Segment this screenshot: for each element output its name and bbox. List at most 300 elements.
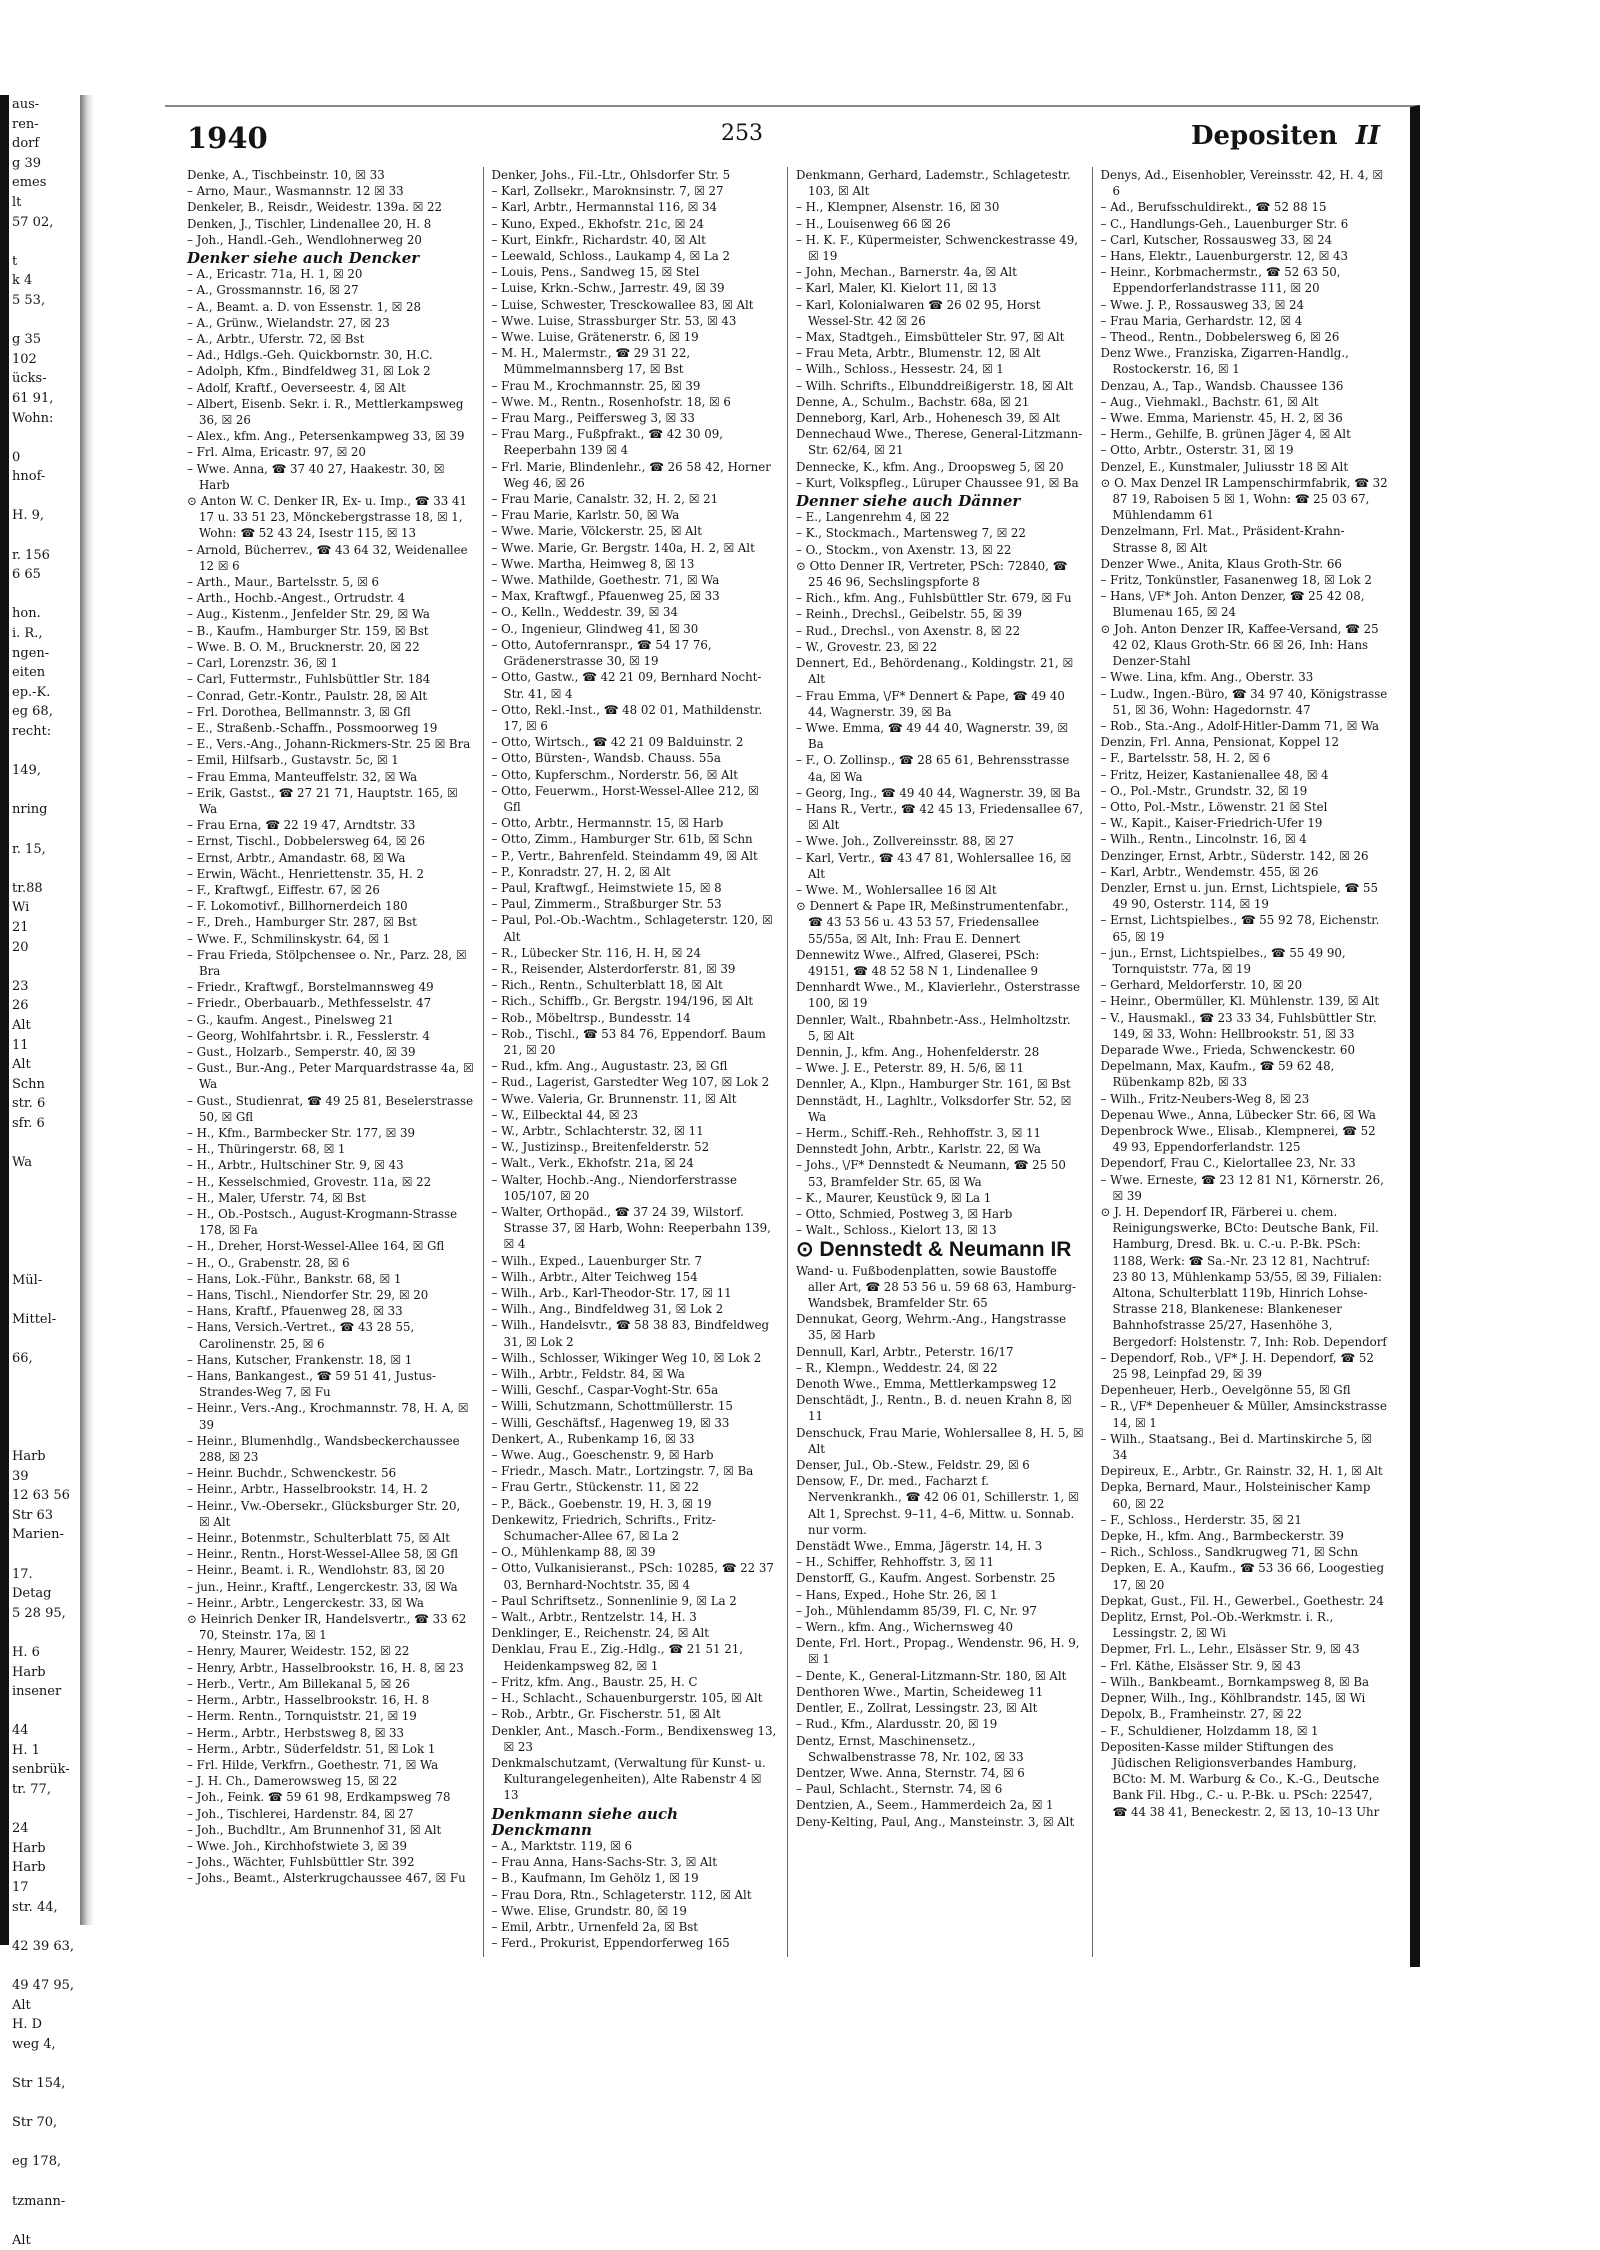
directory-entry: – Otto, Wirtsch., ☎ 42 21 09 Balduinstr. 2 [491, 735, 744, 750]
directory-entry: Denstorff, G., Kaufm. Angest. Sorbenstr. 25 [796, 1571, 1056, 1586]
directory-entry: – O., Ingenieur, Glindweg 41, ☒ 30 [491, 621, 699, 636]
directory-entry: – Ad., Hdlgs.-Geh. Quickbornstr. 30, H.C. [187, 348, 433, 363]
directory-entry: – Emil, Arbtr., Urnenfeld 2a, ☒ Bst [491, 1919, 699, 1934]
directory-entry: Depenbrock Wwe., Elisab., Klempnerei, ☎ 52 49 93, Eppendorferlandstr. 125 [1100, 1123, 1376, 1155]
directory-entry: – Heinr. Buchdr., Schwenckestr. 56 [187, 1466, 397, 1481]
firm-advertisement: ⊙ Dennstedt & Neumann IR [796, 1238, 1072, 1262]
directory-entry: – Hans, Exped., Hohe Str. 26, ☒ 1 [796, 1587, 998, 1602]
directory-entry: – Louis, Pens., Sandweg 15, ☒ Stel [491, 265, 700, 280]
directory-entry: – F., Dreh., Hamburger Str. 287, ☒ Bst [187, 915, 417, 930]
directory-entry: – Willi, Schutzmann, Schottmüllerstr. 15 [491, 1399, 733, 1414]
gutter-line: eg 178, [12, 2154, 62, 2170]
gutter-line: hnof- [12, 469, 46, 485]
directory-entry: – Arno, Maur., Wasmannstr. 12 ☒ 33 [187, 184, 404, 199]
directory-entry: Depken, E. A., Kaufm., ☎ 53 36 66, Loogestieg 17, ☒ 20 [1100, 1561, 1384, 1592]
gutter-line: Mittel- [12, 1311, 57, 1327]
gutter-line: 6 65 [12, 567, 41, 583]
gutter-line: Harb [12, 1448, 46, 1464]
directory-entry: – Friedr., Oberbauarb., Methfesselstr. 47 [187, 996, 432, 1011]
book-binding [80, 95, 94, 1925]
gutter-line: Alt [12, 2232, 31, 2248]
directory-entry: – Arth., Maur., Bartelsstr. 5, ☒ 6 [187, 575, 380, 590]
cross-reference-heading: Denkmann siehe auch Denckmann [491, 1804, 678, 1839]
directory-entry: ⊙ J. H. Dependorf IR, Färberei u. chem. Reinigungswerke, BCto: Deutsche Bank, Fil. Hamburg, Dresd. Bk. u. C.-u. P.-Bk. PSch: 1188, Werk: ☎ Sa.-Nr. 23 12 81, Nachtruf: 23 80 13, Mühlenkamp 53/55, ☒ 39, Filialen: Altona, Schulterblatt 119b, Hinrich Lohse-Strasse 218, Blankenese: Blankeneser Bahnhofstrasse 25/27, Hasenhöhe 3, Bergedorf: Holstenstr. 7, Inh: Rob. Dependorf [1100, 1205, 1387, 1349]
gutter-line [0, 1329, 60, 1349]
gutter-line [0, 1133, 60, 1153]
directory-entry: Denzler, Ernst u. jun. Ernst, Lichtspiele, ☎ 55 49 90, Osterstr. 114, ☒ 19 [1100, 880, 1378, 912]
directory-entry: – Walter, Orthopäd., ☎ 37 24 39, Wilstorf. Strasse 37, ☒ Harb, Wohn: Reeperbahn 139, ☒ 4 [491, 1205, 771, 1252]
directory-entry: – Wilh., Handelsvtr., ☎ 58 38 83, Bindfeldweg 31, ☒ Lok 2 [491, 1318, 770, 1349]
directory-entry: – Willi, Geschäftsf., Hagenweg 19, ☒ 33 [491, 1415, 730, 1430]
directory-entry: – Rob., Möbeltrsp., Bundesstr. 14 [491, 1010, 691, 1025]
gutter-line: Alt [12, 1017, 31, 1033]
directory-entry: – Ernst, Arbtr., Amandastr. 68, ☒ Wa [187, 850, 406, 865]
section-title [1191, 121, 1380, 151]
directory-entry: – Frau Frieda, Stölpchensee o. Nr., Parz. 28, ☒ Bra [187, 947, 467, 978]
directory-entry: – Leewald, Schloss., Laukamp 4, ☒ La 2 [491, 249, 731, 264]
gutter-line: k 4 [12, 273, 33, 289]
directory-entry: – Heinr., Arbtr., Lengerckestr. 33, ☒ Wa [187, 1595, 424, 1610]
gutter-line [0, 2211, 60, 2231]
gutter-line [0, 1545, 60, 1565]
gutter-line [0, 2054, 60, 2074]
gutter-line: tr.88 [12, 880, 43, 896]
gutter-line: r. 156 [12, 547, 50, 563]
directory-entry: – Alex., kfm. Ang., Petersenkampweg 33, ☒ 39 [187, 429, 465, 444]
directory-entry: Deny-Kelting, Paul, Ang., Mansteinstr. 3, ☒ Alt [796, 1814, 1075, 1829]
gutter-line: Wi [12, 900, 30, 916]
directory-entry: – Wwe. Joh., Zollvereinsstr. 88, ☒ 27 [796, 834, 1015, 849]
directory-entry: – Wwe. F., Schmilinskystr. 64, ☒ 1 [187, 931, 391, 946]
directory-entry: – Joh., Mühlendamm 85/39, Fl. C, Nr. 97 [796, 1603, 1037, 1618]
directory-entry: – Adolph, Kfm., Bindfeldweg 31, ☒ Lok 2 [187, 364, 431, 379]
directory-entry: – Dependorf, Rob., \/F* J. H. Dependorf, ☎ 52 25 98, Leinpfad 29, ☒ 39 [1100, 1350, 1374, 1382]
gutter-line: r. 15, [12, 841, 46, 857]
directory-entry: – F., Bartelsstr. 58, H. 2, ☒ 6 [1100, 751, 1271, 766]
gutter-line: str. 44, [12, 1899, 58, 1915]
gutter-line [0, 1192, 60, 1212]
directory-entry: Dennhardt Wwe., M., Klavierlehr., Osterstrasse 100, ☒ 19 [796, 980, 1080, 1011]
directory-entry: Depner, Wilh., Ing., Köhlbrandstr. 145, ☒ Wi [1100, 1691, 1366, 1706]
column-2 [484, 167, 789, 1957]
gutter-line: 5 53, [12, 292, 46, 308]
directory-entry: Dentz, Ernst, Maschinensetz., Schwalbenstrasse 78, Nr. 102, ☒ 33 [796, 1733, 1024, 1764]
directory-entry: – Herm., Arbtr., Süderfeldstr. 51, ☒ Lok 1 [187, 1741, 436, 1756]
gutter-line: i. R., [12, 626, 43, 642]
directory-entry: Denken, J., Tischler, Lindenallee 20, H. 8 [187, 216, 432, 231]
gutter-line: 26 [12, 998, 29, 1014]
directory-entry: Denoth Wwe., Emma, Mettlerkampsweg 12 [796, 1377, 1057, 1392]
directory-entry: – Wwe. Martha, Heimweg 8, ☒ 13 [491, 556, 695, 571]
directory-entry: – R., Klempn., Weddestr. 24, ☒ 22 [796, 1360, 998, 1375]
directory-entry: Dennukat, Georg, Wehrm.-Ang., Hangstrasse 35, ☒ Harb [796, 1312, 1067, 1343]
directory-entry: Depelmann, Max, Kaufm., ☎ 59 62 48, Rübenkamp 82b, ☒ 33 [1100, 1059, 1335, 1090]
directory-entry: – H., Kfm., Barmbecker Str. 177, ☒ 39 [187, 1125, 416, 1140]
gutter-line: Harb [12, 1664, 46, 1680]
directory-entry: – P., Vertr., Bahrenfeld. Steindamm 49, ☒ Alt [491, 848, 758, 863]
directory-entry: – Wwe. Luise, Strassburger Str. 53, ☒ 43 [491, 313, 737, 328]
directory-entry: – Heinr., Botenmstr., Schulterblatt 75, ☒ Alt [187, 1531, 451, 1546]
directory-entry: – Adolf, Kraftf., Oeverseestr. 4, ☒ Alt [187, 380, 406, 395]
directory-entry: – O., Kelln., Weddestr. 39, ☒ 34 [491, 605, 678, 620]
gutter-line: ngen- [12, 645, 50, 661]
directory-entry: Dennull, Karl, Arbtr., Peterstr. 16/17 [796, 1344, 1014, 1359]
directory-entry: – P., Bäck., Goebenstr. 19, H. 3, ☒ 19 [491, 1496, 712, 1511]
directory-entry: – Ernst, Lichtspielbes., ☎ 55 92 78, Eichenstr. 65, ☒ 19 [1100, 913, 1380, 944]
gutter-line [0, 232, 60, 252]
gutter-line [0, 1251, 60, 1271]
gutter-line: 44 [12, 1723, 29, 1739]
directory-entry: – Wwe. Valeria, Gr. Brunnenstr. 11, ☒ Alt [491, 1091, 737, 1106]
directory-entry: – Johs., Beamt., Alsterkrugchaussee 467, ☒ Fu [187, 1871, 466, 1886]
gutter-line [0, 1427, 60, 1447]
directory-entry: – Wwe. Marie, Völckerstr. 25, ☒ Alt [491, 524, 703, 539]
gutter-line: H. D [12, 2017, 43, 2033]
column-3 [788, 167, 1093, 1957]
directory-entry: Denzel, E., Kunstmaler, Juliusstr 18 ☒ Alt [1100, 459, 1349, 474]
directory-entry: – H., Schlacht., Schauenburgerstr. 105, ☒ Alt [491, 1691, 763, 1706]
directory-entry: – Hans, \/F* Joh. Anton Denzer, ☎ 25 42 08, Blumenau 165, ☒ 24 [1100, 589, 1365, 620]
gutter-line: 21 [12, 919, 29, 935]
directory-entry: – Heinr., Rentn., Horst-Wessel-Allee 58, ☒ Gfl [187, 1547, 458, 1562]
directory-entry: – Wwe. Erneste, ☎ 23 12 81 N1, Körnerstr. 26, ☒ 39 [1100, 1172, 1384, 1203]
directory-entry: – H. K. F., Küpermeister, Schwenckestrasse 49, ☒ 19 [796, 232, 1078, 264]
gutter-line: aus- [12, 97, 40, 112]
directory-entry: – W., Arbtr., Schlachterstr. 32, ☒ 11 [491, 1123, 704, 1138]
gutter-line: str. 6 [12, 1096, 46, 1112]
gutter-line: insener [12, 1684, 62, 1700]
directory-entry: – Rich., Rentn., Schulterblatt 18, ☒ Alt [491, 978, 723, 993]
gutter-line: 49 47 95, [12, 1978, 75, 1993]
directory-entry: – Frau Gertr., Stückenstr. 11, ☒ 22 [491, 1480, 699, 1495]
directory-entry: – Erwin, Wächt., Henriettenstr. 35, H. 2 [187, 866, 424, 881]
directory-entry: – Otto, Gastw., ☎ 42 21 09, Bernhard Nocht-Str. 41, ☒ 4 [491, 670, 762, 701]
directory-entry: – Karl, Arbtr., Wendemstr. 455, ☒ 26 [1100, 864, 1319, 879]
gutter-line: Str 63 [12, 1507, 54, 1523]
gutter-line: Alt [12, 1057, 31, 1073]
directory-entry: – Wwe. Emma, ☎ 49 44 40, Wagnerstr. 39, ☒ Ba [796, 720, 1068, 752]
directory-entry: – Otto, Arbtr., Hermannstr. 15, ☒ Harb [491, 816, 724, 831]
gutter-line [0, 781, 60, 801]
directory-entry: Denzin, Frl. Anna, Pensionat, Koppel 12 [1100, 735, 1339, 750]
directory-entry: Denthoren Wwe., Martin, Scheideweg 11 [796, 1684, 1044, 1699]
directory-entry: Dentzer, Wwe. Anna, Sternstr. 74, ☒ 6 [796, 1765, 1025, 1780]
directory-entry: Denstädt Wwe., Emma, Jägerstr. 14, H. 3 [796, 1539, 1043, 1554]
directory-entry: – Wern., kfm. Ang., Wichernsweg 40 [796, 1620, 1013, 1635]
directory-entry: – Friedr., Masch. Matr., Lortzingstr. 7, ☒ Ba [491, 1464, 754, 1479]
gutter-line: Mül- [12, 1272, 43, 1288]
directory-entry: – H., Kesselschmied, Grovestr. 11a, ☒ 22 [187, 1174, 432, 1189]
directory-entry: Dennler, Walt., Rbahnbetr.-Ass., Helmholtzstr. 5, ☒ Alt [796, 1012, 1071, 1043]
directory-entry: Denys, Ad., Eisenhobler, Vereinsstr. 42, H. 4, ☒ 6 [1100, 168, 1383, 199]
directory-entry: – Kurt, Einkfr., Richardstr. 40, ☒ Alt [491, 232, 706, 247]
gutter-line: H. 6 [12, 1644, 40, 1660]
directory-entry: Denzer Wwe., Anita, Klaus Groth-Str. 66 [1100, 556, 1342, 571]
directory-entry: – F., Kraftwgf., Eiffestr. 67, ☒ 26 [187, 882, 380, 897]
directory-entry: Dente, Frl. Hort., Propag., Wendenstr. 96, H. 9, ☒ 1 [796, 1636, 1080, 1667]
directory-entry: – Frau Meta, Arbtr., Blumenstr. 12, ☒ Alt [796, 346, 1041, 361]
directory-entry: – Wwe. Elise, Grundstr. 80, ☒ 19 [491, 1903, 687, 1918]
directory-entry: – Frau Anna, Hans-Sachs-Str. 3, ☒ Alt [491, 1855, 717, 1870]
directory-entry: – Wwe. Emma, Marienstr. 45, H. 2, ☒ 36 [1100, 411, 1343, 426]
gutter-line: weg 4, [12, 2036, 56, 2052]
gutter-line: Marien- [12, 1527, 64, 1543]
directory-entry: – Arth., Hochb.-Angest., Ortrudstr. 4 [187, 591, 405, 606]
gutter-line [0, 585, 60, 605]
directory-entry: Dennstädt, H., Laghltr., Volksdorfer Str. 52, ☒ Wa [796, 1093, 1072, 1124]
gutter-line [0, 428, 60, 448]
directory-entry: – Paul, Zimmerm., Straßburger Str. 53 [491, 897, 722, 912]
directory-entry: – Wwe. M., Wohlersallee 16 ☒ Alt [796, 882, 997, 897]
directory-entry: – Frau Maria, Gerhardstr. 12, ☒ 4 [1100, 313, 1303, 328]
directory-entry: – Rich., Schiffb., Gr. Bergstr. 194/196, ☒ Alt [491, 994, 754, 1009]
directory-entry: – Luise, Schwester, Tresckowallee 83, ☒ Alt [491, 297, 754, 312]
directory-entry: – Rich., Schloss., Sandkrugweg 71, ☒ Schn [1100, 1545, 1359, 1560]
gutter-line: eg 68, [12, 704, 53, 720]
gutter-line: Harb [12, 1860, 46, 1876]
directory-entry: – Aug., Kistenm., Jenfelder Str. 29, ☒ Wa [187, 607, 430, 622]
gutter-line: 0 [12, 449, 21, 465]
directory-entry: – E., Vers.-Ang., Johann-Rickmers-Str. 25 ☒ Bra [187, 737, 471, 752]
gutter-line: 42 39 63, [12, 1938, 75, 1954]
directory-entry: – Otto, Schmied, Postweg 3, ☒ Harb [796, 1207, 1013, 1221]
directory-entry: – W., Kapit., Kaiser-Friedrich-Ufer 19 [1100, 816, 1323, 831]
directory-entry: – H., Thüringerstr. 68, ☒ 1 [187, 1142, 346, 1157]
directory-entry: – Fritz, Tonkünstler, Fasanenweg 18, ☒ Lok 2 [1100, 573, 1372, 588]
directory-entry: Denklinger, E., Reichenstr. 24, ☒ Alt [491, 1626, 709, 1641]
gutter-line: 17 [12, 1880, 29, 1896]
directory-entry: Depka, Bernard, Maur., Holsteinischer Kamp 60, ☒ 22 [1100, 1480, 1371, 1511]
directory-entry: – Max, Stadtgeh., Eimsbütteler Str. 97, ☒ Alt [796, 330, 1065, 345]
directory-entry: – Hans, Versich.-Vertret., ☎ 43 28 55, Carolinenstr. 25, ☒ 6 [187, 1320, 415, 1351]
gutter-line [0, 2172, 60, 2192]
directory-entry: – Frau Marg., Fußpfrakt., ☎ 42 30 09, Reeperbahn 139 ☒ 4 [491, 427, 724, 458]
directory-entry: – R., Reisender, Alsterdorferstr. 81, ☒ 39 [491, 961, 736, 976]
gutter-line [0, 1917, 60, 1937]
directory-entry: – Frau Marg., Peiffersweg 3, ☒ 33 [491, 411, 695, 426]
directory-entry: – Frl. Dorothea, Bellmannstr. 3, ☒ Gfl [187, 704, 411, 719]
directory-entry: – R., Lübecker Str. 116, H. H, ☒ 24 [491, 945, 701, 960]
gutter-line: 24 [12, 1821, 29, 1837]
directory-entry: – Joh., Feink. ☎ 59 61 98, Erdkampsweg 78 [187, 1790, 451, 1805]
directory-entry: – Ferd., Prokurist, Eppendorferweg 165 [491, 1936, 730, 1951]
directory-entry: – Frau Marie, Canalstr. 32, H. 2, ☒ 21 [491, 492, 719, 507]
directory-entry: – F., O. Zollinsp., ☎ 28 65 61, Behrensstrasse 4a, ☒ Wa [796, 753, 1070, 784]
directory-entry: – Frau Erna, ☎ 22 19 47, Arndtstr. 33 [187, 818, 416, 833]
directory-entry: – G., kaufm. Angest., Pinelsweg 21 [187, 1012, 394, 1027]
directory-entry: – Friedr., Kraftwgf., Borstelmannsweg 49 [187, 980, 434, 995]
gutter-line [0, 311, 60, 331]
directory-entry: Denschuck, Frau Marie, Wohlersallee 8, H. 5, ☒ Alt [796, 1425, 1084, 1456]
directory-entry: – Gust., Studienrat, ☎ 49 25 81, Beselerstrasse 50, ☒ Gfl [187, 1093, 474, 1124]
directory-entry: – Kurt, Volkspfleg., Lüruper Chaussee 91, ☒ Ba [796, 475, 1079, 490]
directory-entry: ⊙ Heinrich Denker IR, Handelsvertr., ☎ 33 62 70, Steinstr. 17a, ☒ 1 [187, 1612, 467, 1643]
directory-entry: – Frl. Hilde, Verkfrn., Goethestr. 71, ☒ Wa [187, 1757, 439, 1772]
directory-entry: – Frau Emma, \/F* Dennert & Pape, ☎ 49 40 44, Wagnerstr. 39, ☒ Ba [796, 688, 1065, 719]
directory-entry: – Gerhard, Meldorferstr. 10, ☒ 20 [1100, 978, 1303, 993]
directory-entry: – Johs., Wächter, Fuhlsbüttler Str. 392 [187, 1855, 415, 1870]
directory-entry: – Joh., Handl.-Geh., Wendlohnerweg 20 [187, 232, 422, 247]
directory-entry: – Ernst, Tischl., Dobbelersweg 64, ☒ 26 [187, 834, 426, 849]
directory-entry: – Johs., \/F* Dennstedt & Neumann, ☎ 25 50 53, Bramfelder Str. 65, ☒ Wa [796, 1158, 1066, 1189]
directory-entry: – Joh., Buchdltr., Am Brunnenhof 31, ☒ Alt [187, 1822, 442, 1837]
directory-entry: – Frau Emma, Manteuffelstr. 32, ☒ Wa [187, 769, 418, 784]
directory-entry: – Walt., Arbtr., Rentzelstr. 14, H. 3 [491, 1610, 697, 1625]
gutter-line: g 39 [12, 155, 41, 171]
page-header [165, 115, 1410, 165]
gutter-line: tzmann- [12, 2193, 66, 2209]
directory-entry: – A., Grünw., Wielandstr. 27, ☒ 23 [187, 315, 390, 330]
directory-entry: ⊙ Joh. Anton Denzer IR, Kaffee-Versand, ☎ 25 42 02, Klaus Groth-Str. 66 ☒ 26, Inh: Hans Denzer-Stahl [1100, 621, 1379, 669]
directory-entry: – C., Handlungs-Geh., Lauenburger Str. 6 [1100, 216, 1349, 231]
page-number: 253 [721, 121, 763, 146]
directory-entry: – Gust., Holzarb., Semperstr. 40, ☒ 39 [187, 1044, 416, 1059]
directory-entry: – Reinh., Drechsl., Geibelstr. 55, ☒ 39 [796, 607, 1023, 622]
directory-entry: Denkert, A., Rubenkamp 16, ☒ 33 [491, 1431, 695, 1446]
directory-entry: – E., Langenrehm 4, ☒ 22 [796, 510, 950, 525]
directory-columns [179, 167, 1396, 1957]
facing-page-fragment [0, 95, 75, 2248]
directory-entry: – Wilh., Exped., Lauenburger Str. 7 [491, 1253, 702, 1268]
directory-entry: – Rich., kfm. Ang., Fuhlsbüttler Str. 679, ☒ Fu [796, 591, 1072, 606]
directory-entry: – H., Dreher, Horst-Wessel-Allee 164, ☒ Gfl [187, 1239, 445, 1254]
directory-entry: – Heinr., Obermüller, Kl. Mühlenstr. 139, ☒ Alt [1100, 994, 1380, 1009]
directory-entry: – Rud., Lagerist, Garstedter Weg 107, ☒ Lok 2 [491, 1075, 770, 1090]
directory-entry: Dependorf, Frau C., Kielortallee 23, Nr. 33 [1100, 1156, 1356, 1171]
year-label: 1940 [187, 121, 268, 155]
directory-entry: – Max, Kraftwgf., Pfauenweg 25, ☒ 33 [491, 589, 720, 604]
gutter-line [0, 1212, 60, 1232]
gutter-line: H. 1 [12, 1742, 40, 1758]
directory-entry: – A., Ericastr. 71a, H. 1, ☒ 20 [187, 267, 363, 282]
directory-entry: – Otto, Vulkanisieranst., PSch: 10285, ☎ 22 37 03, Bernhard-Nochtstr. 35, ☒ 4 [491, 1561, 774, 1592]
directory-entry: – W., Eilbecktal 44, ☒ 23 [491, 1107, 639, 1122]
directory-entry: – Otto, Rekl.-Inst., ☎ 48 02 01, Mathildenstr. 17, ☒ 6 [491, 702, 763, 733]
directory-entry: – Albert, Eisenb. Sekr. i. R., Mettlerkampsweg 36, ☒ 26 [187, 396, 464, 428]
directory-entry: – Karl, Maler, Kl. Kielort 11, ☒ 13 [796, 281, 997, 296]
gutter-line: H. 9, [12, 508, 45, 524]
directory-entry: Denzau, A., Tap., Wandsb. Chaussee 136 [1100, 378, 1344, 393]
directory-entry: Depenau Wwe., Anna, Lübecker Str. 66, ☒ Wa [1100, 1107, 1376, 1122]
directory-entry: – R., \/F* Depenheuer & Müller, Amsinckstrasse 14, ☒ 1 [1100, 1399, 1387, 1430]
directory-entry: – Otto, Kupferschm., Norderstr. 56, ☒ Alt [491, 767, 739, 782]
directory-entry: – Frau Dora, Rtn., Schlageterstr. 112, ☒ Alt [491, 1887, 752, 1902]
directory-entry: Dennecke, K., kfm. Ang., Droopsweg 5, ☒ 20 [796, 459, 1064, 474]
directory-entry: – Hans, Kraftf., Pfauenweg 28, ☒ 33 [187, 1304, 403, 1319]
directory-entry: – Herm., Schiff.-Reh., Rehhoffstr. 3, ☒ 11 [796, 1125, 1041, 1140]
gutter-line: Schn [12, 1076, 45, 1092]
gutter-line [0, 487, 60, 507]
directory-entry: – Wwe. Luise, Grätenerstr. 6, ☒ 19 [491, 330, 699, 345]
gutter-line [0, 1800, 60, 1820]
directory-entry: Denklau, Frau E., Zig.-Hdlg., ☎ 21 51 21, Heidenkampsweg 82, ☒ 1 [491, 1642, 744, 1673]
gutter-line: Wa [12, 1155, 32, 1171]
directory-entry: Denne, A., Schulm., Bachstr. 68a, ☒ 21 [796, 394, 1030, 409]
gutter-line: Str 154, [12, 2075, 66, 2091]
gutter-line: t [12, 253, 18, 269]
gutter-line: 61 91, [12, 390, 54, 406]
directory-entry: Denker, Johs., Fil.-Ltr., Ohlsdorfer Str. 5 [491, 168, 731, 182]
directory-entry: – Wwe. M., Rentn., Rosenhofstr. 18, ☒ 6 [491, 394, 731, 409]
directory-entry: Denke, A., Tischbeinstr. 10, ☒ 33 [187, 168, 385, 182]
directory-entry: – John, Mechan., Barnerstr. 4a, ☒ Alt [796, 265, 1017, 280]
directory-entry: Dentler, E., Zollrat, Lessingstr. 23, ☒ Alt [796, 1701, 1038, 1716]
gutter-line: 11 [12, 1037, 29, 1053]
gutter-line: 57 02, [12, 214, 54, 230]
directory-entry: Dennstedt John, Arbtr., Karlstr. 22, ☒ Wa [796, 1142, 1041, 1157]
directory-entry: – A., Beamt. a. D. von Essenstr. 1, ☒ 28 [187, 299, 421, 314]
directory-entry: – Wwe. Aug., Goeschenstr. 9, ☒ Harb [491, 1448, 714, 1463]
directory-entry: Denkewitz, Friedrich, Schrifts., Fritz-Schumacher-Allee 67, ☒ La 2 [491, 1512, 716, 1544]
directory-entry: – Fritz, Heizer, Kastanienallee 48, ☒ 4 [1100, 767, 1329, 782]
gutter-line [0, 1369, 60, 1389]
directory-entry: – Wwe. J. E., Peterstr. 89, H. 5/6, ☒ 11 [796, 1061, 1025, 1076]
directory-entry: Depenheuer, Herb., Oevelgönne 55, ☒ Gfl [1100, 1383, 1351, 1398]
directory-entry: – Heinr., Korbmachermstr., ☎ 52 63 50, Eppendorferlandstrasse 111, ☒ 20 [1100, 265, 1341, 296]
gutter-line: 20 [12, 939, 29, 955]
gutter-line: 102 [12, 351, 37, 367]
directory-entry: – Frl. Marie, Blindenlehr., ☎ 26 58 42, Horner Weg 46, ☒ 26 [491, 459, 771, 490]
directory-entry: Depmer, Frl. L., Lehr., Elsässer Str. 9, ☒ 43 [1100, 1642, 1360, 1657]
directory-entry: – Rob., Sta.-Ang., Adolf-Hitler-Damm 71, ☒ Wa [1100, 718, 1380, 733]
directory-entry: Denz Wwe., Franziska, Zigarren-Handlg., Rostockerstr. 16, ☒ 1 [1100, 346, 1349, 377]
column-4 [1093, 167, 1397, 1957]
directory-entry: – Frl. Alma, Ericastr. 97, ☒ 20 [187, 445, 366, 460]
directory-entry: – Wilh., Arb., Karl-Theodor-Str. 17, ☒ 11 [491, 1286, 732, 1301]
directory-entry: – Hans, Bankangest., ☎ 59 51 41, Justus-Strandes-Weg 7, ☒ Fu [187, 1369, 437, 1400]
directory-entry: ⊙ O. Max Denzel IR Lampenschirmfabrik, ☎ 32 87 19, Raboisen 5 ☒ 1, Wohn: ☎ 25 03 67, Mühlendamm 61 [1100, 475, 1388, 523]
directory-entry: – Wilh., Arbtr., Feldstr. 84, ☒ Wa [491, 1367, 685, 1382]
cross-reference-heading: Denner siehe auch Dänner [796, 492, 1021, 511]
directory-entry: – Aug., Viehmakl., Bachstr. 61, ☒ Alt [1100, 394, 1319, 409]
directory-entry: – F., Schuldiener, Holzdamm 18, ☒ 1 [1100, 1723, 1319, 1738]
directory-entry: – Wwe. Marie, Gr. Bergstr. 140a, H. 2, ☒ Alt [491, 540, 755, 555]
directory-entry: Dennin, J., kfm. Ang., Hohenfelderstr. 28 [796, 1044, 1040, 1059]
directory-entry: – Wilh., Schlosser, Wikinger Weg 10, ☒ Lok 2 [491, 1350, 762, 1365]
directory-entry: – J. H. Ch., Damerowsweg 15, ☒ 22 [187, 1774, 398, 1789]
gutter-line: 17. [12, 1566, 33, 1582]
directory-entry: – O., Pol.-Mstr., Grundstr. 32, ☒ 19 [1100, 783, 1308, 798]
directory-entry: – P., Konradstr. 27, H. 2, ☒ Alt [491, 864, 671, 879]
directory-entry: – Otto, Pol.-Mstr., Löwenstr. 21 ☒ Stel [1100, 799, 1328, 814]
section-name: Depositen [1190, 121, 1338, 151]
gutter-line [0, 742, 60, 762]
directory-entry: – Wwe. Anna, ☎ 37 40 27, Haakestr. 30, ☒ Harb [187, 461, 445, 492]
column-1 [179, 167, 484, 1957]
directory-entry: Dennler, A., Klpn., Hamburger Str. 161, ☒ Bst [796, 1077, 1071, 1092]
directory-entry: – Carl, Kutscher, Rossausweg 33, ☒ 24 [1100, 232, 1333, 247]
directory-entry: – B., Kaufm., Hamburger Str. 159, ☒ Bst [187, 623, 429, 638]
directory-entry: – Walt., Schloss., Kielort 13, ☒ 13 [796, 1223, 997, 1238]
gutter-line [0, 2094, 60, 2114]
directory-entry: – Theod., Rentn., Dobbelersweg 6, ☒ 26 [1100, 330, 1340, 345]
gutter-line [0, 1290, 60, 1310]
directory-entry: – Carl, Lorenzstr. 36, ☒ 1 [187, 656, 338, 671]
directory-entry: – Rud., Drechsl., von Axenstr. 8, ☒ 22 [796, 623, 1021, 638]
directory-entry: Dennewitz Wwe., Alfred, Glaserei, PSch: 49151, ☎ 48 52 58 N 1, Lindenallee 9 [796, 947, 1040, 978]
directory-entry: – Rob., Arbtr., Gr. Fischerstr. 51, ☒ Alt [491, 1707, 721, 1722]
directory-entry: – Ludw., Ingen.-Büro, ☎ 34 97 40, Königstrasse 51, ☒ 36, Wohn: Hagedornstr. 47 [1100, 686, 1388, 717]
directory-entry: – Herm., Arbtr., Hasselbrookstr. 16, H. 8 [187, 1693, 430, 1708]
directory-entry: – jun., Heinr., Kraftf., Lengerckestr. 33, ☒ Wa [187, 1579, 458, 1594]
cross-reference-heading: Denker siehe auch Dencker [187, 249, 420, 268]
directory-entry: – O., Stockm., von Axenstr. 13, ☒ 22 [796, 542, 1012, 557]
gutter-line [0, 820, 60, 840]
directory-entry: Depkat, Gust., Fil. H., Gewerbel., Goethestr. 24 [1100, 1593, 1384, 1608]
directory-entry: – Heinr., Vers.-Ang., Krochmannstr. 78, H. A, ☒ 39 [187, 1401, 469, 1432]
directory-entry: – Rud., Kfm., Alardusstr. 20, ☒ 19 [796, 1717, 998, 1732]
directory-entry: – H., O., Grabenstr. 28, ☒ 6 [187, 1255, 350, 1270]
